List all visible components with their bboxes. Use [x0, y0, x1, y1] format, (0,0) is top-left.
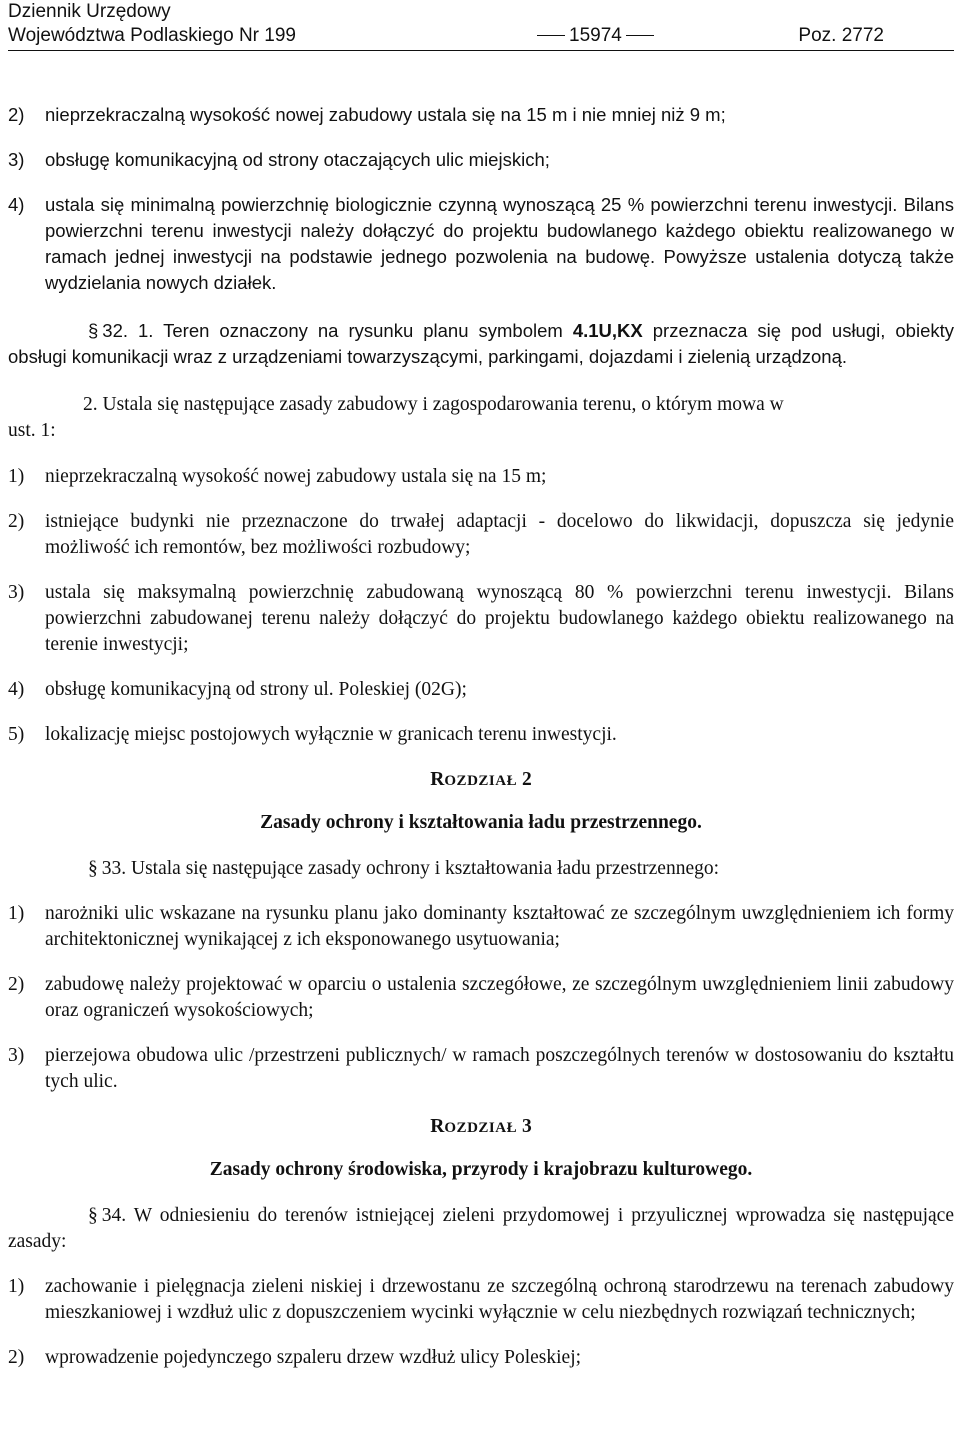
item-text: istniejące budynki nie przeznaczone do trwałej adaptacji - docelowo do likwidacji, dopuszcza się jedynie możliwość ich remontów, bez możliwości rozbudowy; — [45, 511, 954, 558]
position-number: Poz. 2772 — [798, 25, 884, 46]
paragraph-32 — [8, 318, 954, 370]
chapter-label-initial: R — [430, 769, 445, 790]
page-number-block — [533, 24, 658, 48]
journal-title: Dziennik Urzędowy — [8, 1, 171, 22]
list-item — [8, 901, 954, 953]
list-item — [8, 972, 954, 1024]
list-item — [8, 1345, 954, 1371]
zone-symbol: 4.1U,KX — [572, 320, 643, 341]
section-sign: § — [88, 320, 99, 341]
item-text: obsługę komunikacyjną od strony ul. Poleskiej (02G); — [45, 679, 467, 700]
item-number: 1) — [8, 903, 25, 924]
section-sign: § — [88, 1205, 98, 1226]
page-number: 15974 — [569, 25, 622, 46]
item-text: ustala się minimalną powierzchnię biologicznie czynną wynoszącą 25 % powierzchni terenu inwestycji. Bilans powierzchni terenu inwestycji należy dołączyć do projektu budowlanego każdego obiektu realizowanego w ramach jednej inwestycji na podstawie jednego pozwolenia na budowę. Powyższe ustalenia dotyczą także wydzielania nowych działek. — [45, 194, 954, 293]
item-number: 2) — [8, 104, 25, 125]
item-text: nieprzekraczalną wysokość nowej zabudowy ustala się na 15 m; — [45, 466, 547, 487]
paragraph-text: Teren oznaczony na rysunku planu symbolem — [163, 320, 563, 341]
item-text: obsługę komunikacyjną od strony otaczających ulic miejskich; — [45, 149, 550, 170]
paragraph-tail: ust. 1: — [8, 420, 56, 441]
section-sign: § — [88, 858, 98, 879]
list-item — [8, 1043, 954, 1095]
item-number: 2) — [8, 511, 25, 532]
item-text: ustala się maksymalną powierzchnię zabudowaną wynoszącą 80 % powierzchni terenu inwestycji. Bilans powierzchni zabudowanej terenu należy dołączyć do projektu budowlanego każdego obiektu realizowanego na terenie inwestycji; — [45, 582, 954, 655]
paragraph-32-2 — [8, 392, 954, 444]
chapter-heading-2 — [8, 767, 954, 794]
item-text: lokalizację miejsc postojowych wyłącznie w granicach terenu inwestycji. — [45, 724, 617, 745]
chapter-heading-3 — [8, 1114, 954, 1141]
list-item — [8, 147, 954, 173]
item-number: 5) — [8, 724, 25, 745]
page-header — [8, 0, 954, 48]
chapter-number: 3 — [521, 1116, 532, 1137]
list-item — [8, 509, 954, 561]
item-number: 3) — [8, 149, 25, 170]
paragraph-33 — [8, 856, 954, 882]
item-number: 2) — [8, 974, 25, 995]
item-number: 1) — [8, 466, 25, 487]
list-item — [8, 722, 954, 748]
item-text: narożniki ulic wskazane na rysunku planu jako dominanty kształtować ze szczególnym uwzględnieniem ich formy architektonicznej wynikającej z ich eksponowanego usytuowania; — [45, 903, 954, 950]
paragraph-text-continued: przeznacza się pod usługi, obiekty obsługi komunikacji wraz z urządzeniami towarzyszącymi, parkingami, dojazdami i zielenią urządzoną. — [8, 320, 955, 367]
item-text: nieprzekraczalną wysokość nowej zabudowy ustala się na 15 m i nie mniej niż 9 m; — [45, 104, 726, 125]
chapter-label-rest: OZDZIAŁ — [444, 773, 518, 789]
item-number: 4) — [8, 679, 25, 700]
paragraph-text: 2. Ustala się następujące zasady zabudowy i zagospodarowania terenu, o którym mowa w — [83, 394, 784, 415]
chapter-number: 2 — [521, 769, 532, 790]
item-text: wprowadzenie pojedynczego szpaleru drzew wzdłuż ulicy Poleskiej; — [45, 1347, 582, 1368]
paragraph-number: 32. 1. — [102, 320, 154, 341]
item-text: pierzejowa obudowa ulic /przestrzeni publicznych/ w ramach poszczególnych terenów w dostosowaniu do kształtu tych ulic. — [45, 1045, 954, 1092]
dash-left — [537, 35, 565, 36]
list-item — [8, 192, 954, 296]
chapter-title-3: Zasady ochrony środowiska, przyrody i krajobrazu kulturowego. — [209, 1159, 753, 1180]
chapter-label-rest: OZDZIAŁ — [444, 1120, 518, 1136]
item-number: 1) — [8, 1276, 25, 1297]
paragraph-34 — [8, 1203, 954, 1255]
list-item — [8, 464, 954, 490]
voivodeship-issue: Województwa Podlaskiego Nr 199 — [8, 25, 296, 46]
item-number: 4) — [8, 194, 25, 215]
list-item — [8, 677, 954, 703]
list-item — [8, 102, 954, 128]
list-item — [8, 580, 954, 658]
chapter-title-2: Zasady ochrony i kształtowania ładu przestrzennego. — [260, 812, 702, 833]
item-number: 2) — [8, 1347, 25, 1368]
paragraph-text: 33. Ustala się następujące zasady ochrony i kształtowania ładu przestrzennego: — [101, 858, 720, 879]
document-body — [8, 102, 954, 1390]
list-item — [8, 1274, 954, 1326]
item-text: zachowanie i pielęgnacja zieleni niskiej i drzewostanu ze szczególną ochroną starodrzewu na terenach zabudowy mieszkaniowej i wzdłuż ulic z dopuszczeniem wycinki wyłącznie w celu niezbędnych rozwiązań technicznych; — [45, 1276, 954, 1323]
header-rule — [8, 50, 954, 51]
item-number: 3) — [8, 582, 25, 603]
paragraph-text: 34. W odniesieniu do terenów istniejącej zieleni przydomowej i przyulicznej wprowadza się następujące zasady: — [8, 1205, 954, 1252]
item-text: zabudowę należy projektować w oparciu o ustalenia szczegółowe, ze szczególnym uwzględnieniem linii zabudowy oraz ograniczeń wysokościowych; — [45, 974, 954, 1021]
chapter-label-initial: R — [430, 1116, 445, 1137]
dash-right — [626, 35, 654, 36]
item-number: 3) — [8, 1045, 25, 1066]
